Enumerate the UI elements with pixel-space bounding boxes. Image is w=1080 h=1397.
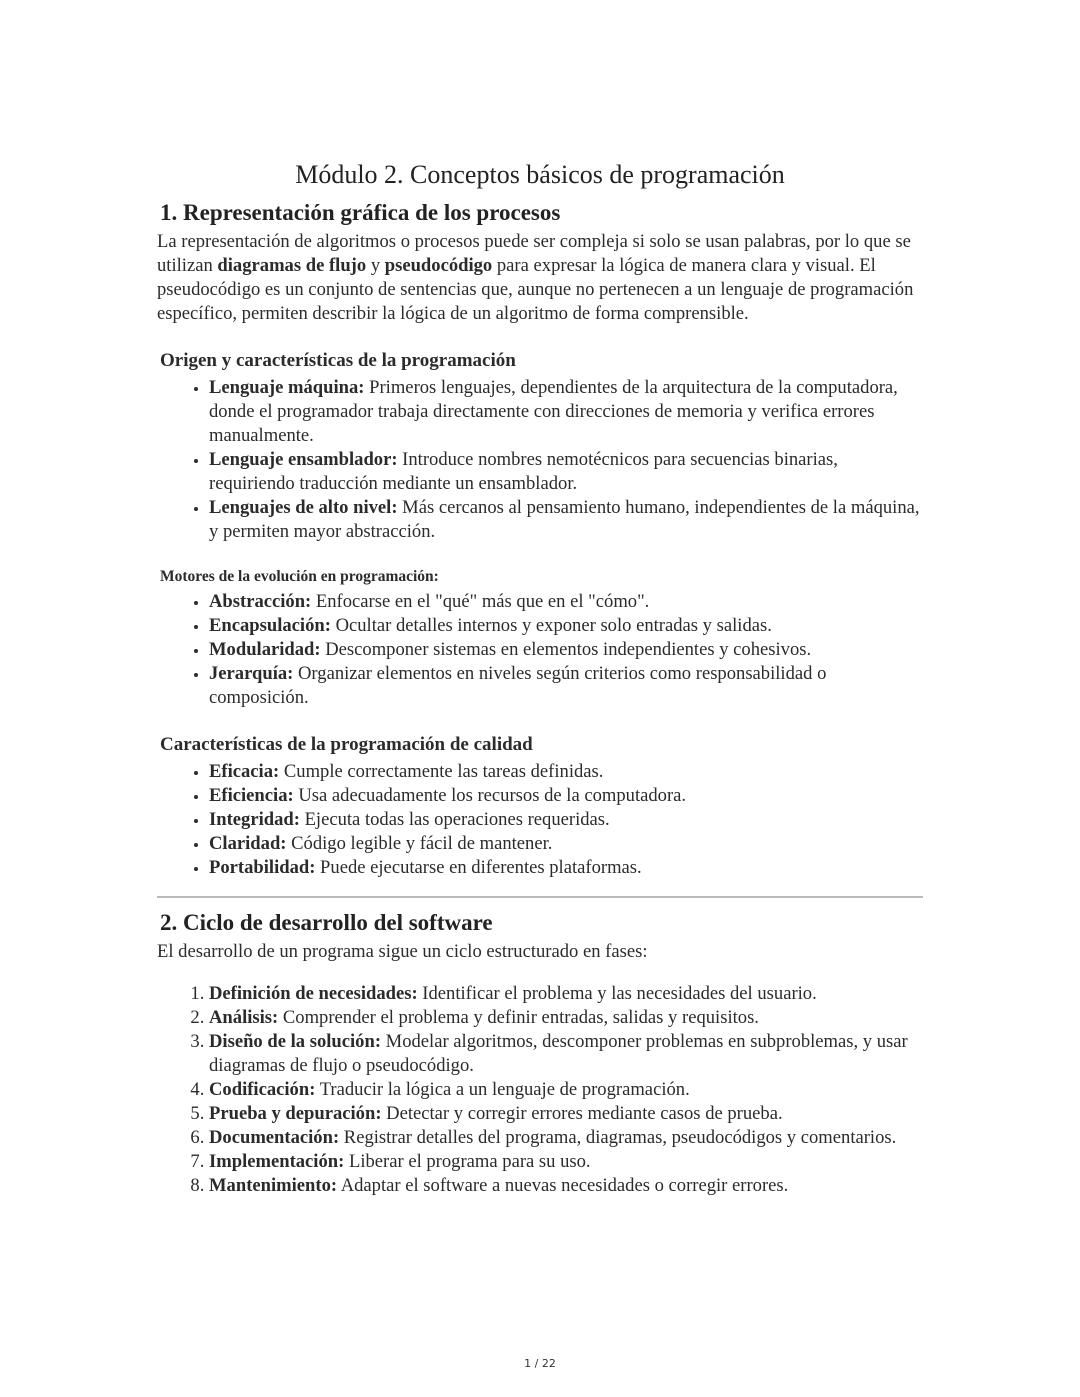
subheading-origen: Origen y características de la programación <box>160 350 516 371</box>
item-label: Lenguaje máquina: <box>209 377 365 398</box>
item-label: Implementación: <box>209 1151 345 1172</box>
item-label: Jerarquía: <box>209 663 294 684</box>
item-label: Codificación: <box>209 1079 316 1100</box>
item-label: Lenguajes de alto nivel: <box>209 497 398 518</box>
list-item <box>209 1102 923 1126</box>
item-label: Abstracción: <box>209 591 312 612</box>
item-text: Traducir la lógica a un lenguaje de programación. <box>315 1079 690 1100</box>
item-label: Modularidad: <box>209 639 321 660</box>
list-item <box>209 760 923 784</box>
page-number: 1 / 22 <box>524 1357 556 1370</box>
item-label: Mantenimiento: <box>209 1175 338 1196</box>
subheading-calidad: Características de la programación de calidad <box>160 734 533 755</box>
list-item <box>209 1006 923 1030</box>
list-item <box>209 662 923 710</box>
list-item <box>209 1174 923 1198</box>
bold-term: pseudocódigo <box>384 255 493 276</box>
list-item <box>209 496 923 544</box>
item-label: Lenguaje ensamblador: <box>209 449 398 470</box>
item-text: Modelar algoritmos, descomponer problemas en subproblemas, y usar diagramas de flujo o pseudocódigo. <box>209 1031 908 1076</box>
item-label: Documentación: <box>209 1127 340 1148</box>
calidad-list <box>157 760 923 880</box>
page-title: Módulo 2. Conceptos básicos de programación <box>295 160 785 189</box>
item-text: Enfocarse en el "qué" más que en el "cómo". <box>311 591 650 612</box>
list-item <box>209 1078 923 1102</box>
list-item <box>209 614 923 638</box>
list-item <box>209 784 923 808</box>
item-label: Encapsulación: <box>209 615 331 636</box>
item-text: Registrar detalles del programa, diagramas, pseudocódigos y comentarios. <box>339 1127 897 1148</box>
item-text: Adaptar el software a nuevas necesidades o corregir errores. <box>337 1175 789 1196</box>
motores-list <box>157 590 923 710</box>
bold-term: diagramas de flujo <box>217 255 367 276</box>
list-item <box>209 1030 923 1078</box>
item-label: Análisis: <box>209 1007 279 1028</box>
item-label: Diseño de la solución: <box>209 1031 382 1052</box>
list-item <box>209 1150 923 1174</box>
item-label: Definición de necesidades: <box>209 983 418 1004</box>
intro-paragraph <box>157 230 923 326</box>
item-label: Prueba y depuración: <box>209 1103 382 1124</box>
text: para expresar la lógica de manera clara y visual. El pseudocódigo es un conjunto de sentencias que, aunque no pertenecen a un lenguaje de programación específico, permiten describir la lógica de un algoritmo de forma comprensible. <box>157 255 914 324</box>
item-label: Eficacia: <box>209 761 280 782</box>
section-heading-1: 1. Representación gráfica de los procesos <box>160 200 561 225</box>
item-text: Ocultar detalles internos y exponer solo entradas y salidas. <box>330 615 772 636</box>
item-text: Organizar elementos en niveles según criterios como responsabilidad o composición. <box>209 663 827 708</box>
section-heading-2: 2. Ciclo de desarrollo del software <box>160 910 493 935</box>
list-item <box>209 1126 923 1150</box>
item-text: Cumple correctamente las tareas definidas. <box>279 761 604 782</box>
item-text: Más cercanos al pensamiento humano, independientes de la máquina, y permiten mayor abstracción. <box>209 497 920 542</box>
item-text: Introduce nombres nemotécnicos para secuencias binarias, requiriendo traducción mediante un ensamblador. <box>209 449 838 494</box>
origen-list <box>157 376 923 544</box>
list-item <box>209 808 923 832</box>
subheading-motores: Motores de la evolución en programación: <box>160 568 439 585</box>
list-item <box>209 638 923 662</box>
item-text: Primeros lenguajes, dependientes de la arquitectura de la computadora, donde el programador trabaja directamente con direcciones de memoria y verifica errores manualmente. <box>209 377 898 446</box>
item-text: Liberar el programa para su uso. <box>344 1151 591 1172</box>
item-text: Código legible y fácil de mantener. <box>286 833 553 854</box>
list-item <box>209 856 923 880</box>
item-text: Ejecuta todas las operaciones requeridas. <box>299 809 610 830</box>
list-item <box>209 448 923 496</box>
item-text: Comprender el problema y definir entradas, salidas y requisitos. <box>278 1007 759 1028</box>
text: La representación de algoritmos o procesos puede ser compleja si solo se usan palabras, por lo que se utilizan <box>157 231 911 276</box>
item-text: Detectar y corregir errores mediante casos de prueba. <box>381 1103 783 1124</box>
section-divider <box>157 896 923 898</box>
item-text: Puede ejecutarse en diferentes plataformas. <box>315 857 642 878</box>
list-item <box>209 590 923 614</box>
list-item <box>209 832 923 856</box>
item-text: Identificar el problema y las necesidades del usuario. <box>417 983 817 1004</box>
item-text: Usa adecuadamente los recursos de la computadora. <box>293 785 687 806</box>
list-item <box>209 376 923 448</box>
text: y <box>366 255 385 276</box>
item-label: Claridad: <box>209 833 287 854</box>
document-page <box>157 158 923 1198</box>
cycle-phases-list <box>157 982 923 1198</box>
item-label: Integridad: <box>209 809 300 830</box>
item-text: Descomponer sistemas en elementos independientes y cohesivos. <box>320 639 812 660</box>
item-label: Portabilidad: <box>209 857 316 878</box>
item-label: Eficiencia: <box>209 785 294 806</box>
cycle-intro: El desarrollo de un programa sigue un ciclo estructurado en fases: <box>157 941 648 962</box>
list-item <box>209 982 923 1006</box>
